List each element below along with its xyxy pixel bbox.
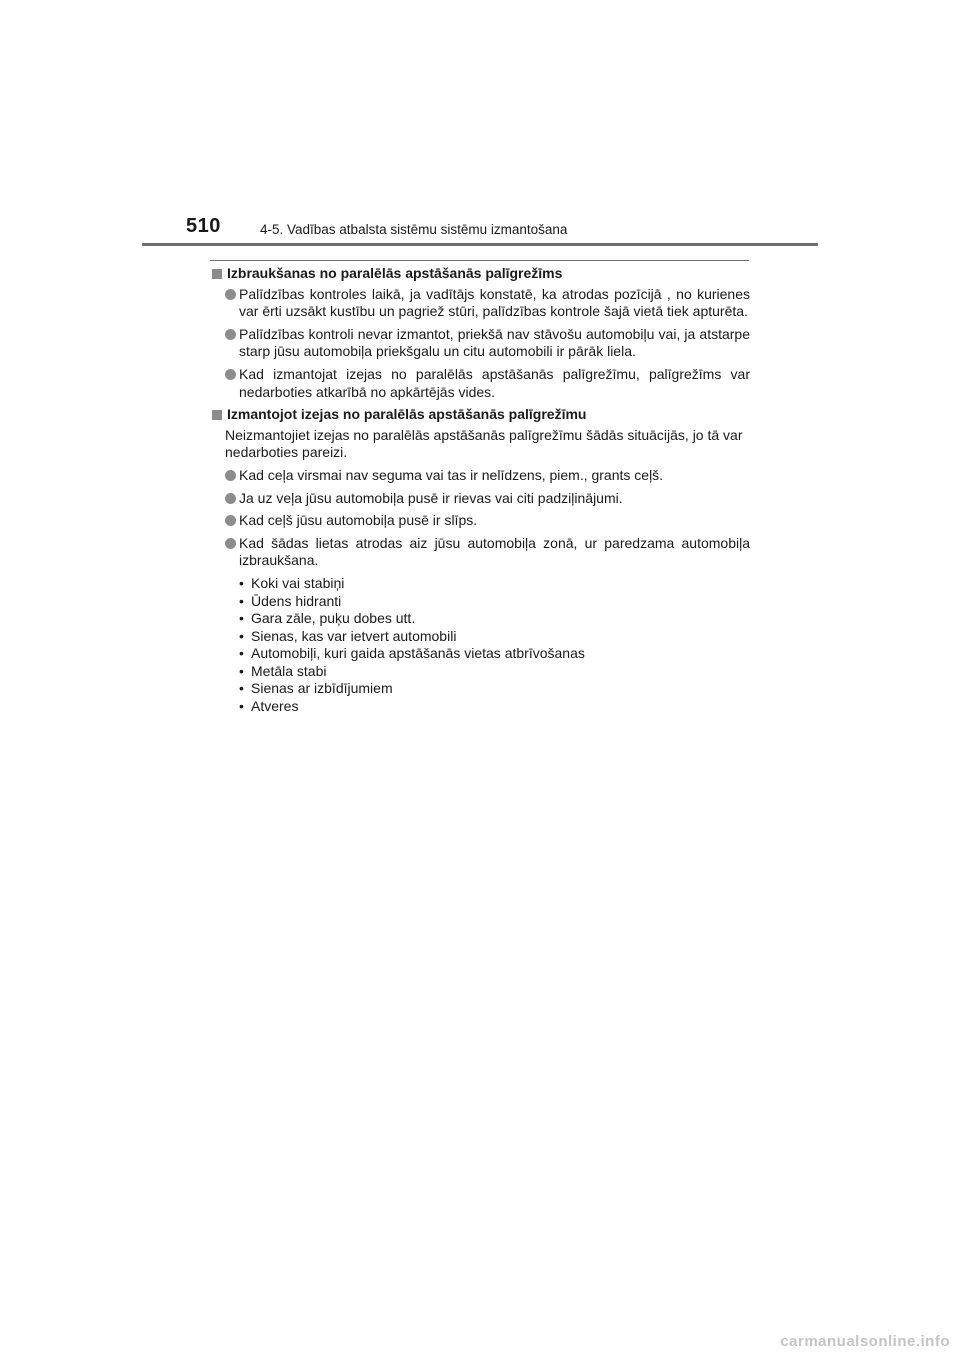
- list-marker: •: [239, 627, 244, 644]
- page-content: [210, 265, 750, 716]
- list-item-text: Gara zāle, puķu dobes utt.: [251, 610, 416, 627]
- list-item-text: Sienas, kas var ietvert automobili: [251, 627, 457, 644]
- section-divider: [210, 260, 749, 261]
- bullet-item: [225, 326, 750, 361]
- list-item: [239, 593, 750, 611]
- bullet-item: [225, 512, 750, 530]
- chapter-title: 4-5. Vadības atbalsta sistēmu sistēmu izmantošana: [260, 222, 568, 237]
- circle-bullet-icon: [225, 470, 236, 481]
- list-item: [239, 575, 750, 593]
- list-item: [239, 698, 750, 716]
- watermark: carmanualsonline.info: [780, 1333, 950, 1350]
- list-item: [239, 628, 750, 646]
- list-marker: •: [239, 610, 244, 627]
- list-item-text: Metāla stabi: [251, 662, 327, 679]
- list-item: [239, 645, 750, 663]
- section-heading-text: Izbraukšanas no paralēlās apstāšanās palīgrežīms: [227, 265, 563, 281]
- list-marker: •: [239, 698, 244, 715]
- list-marker: •: [239, 574, 244, 591]
- section-heading-text: Izmantojot izejas no paralēlās apstāšanās palīgrežīmu: [227, 406, 587, 423]
- list-item-text: Koki vai stabiņi: [251, 574, 345, 591]
- bullet-item: [225, 535, 750, 570]
- circle-bullet-icon: [225, 369, 236, 380]
- list-item: [239, 610, 750, 628]
- bullet-item: [225, 286, 750, 321]
- list-item-text: Atveres: [251, 698, 299, 715]
- bullet-item: [225, 366, 750, 401]
- list-item: [239, 680, 750, 698]
- bullet-text: Ja uz veļa jūsu automobiļa pusē ir rievas vai citi padziļinājumi.: [239, 489, 623, 506]
- header-divider: [142, 243, 818, 246]
- circle-bullet-icon: [225, 515, 236, 526]
- list-item-text: Ūdens hidranti: [251, 592, 342, 609]
- bullet-text: Palīdzības kontroli nevar izmantot, priekšā nav stāvošu automobiļu vai, ja atstarpe starp jūsu automobiļa priekšgalu un citu automobili ir pārāk liela.: [239, 325, 750, 360]
- bullet-text: Kad izmantojat izejas no paralēlās apstāšanās palīgrežīmu, palīgrežīms var nedarboties atkarībā no apkārtējās vides.: [239, 365, 750, 400]
- bullet-text: Kad ceļa virsmai nav seguma vai tas ir nelīdzens, piem., grants ceļš.: [239, 466, 664, 483]
- obstacle-list: [239, 575, 750, 716]
- bullet-text: Kad ceļš jūsu automobiļa pusē ir slīps.: [239, 512, 478, 529]
- circle-bullet-icon: [225, 493, 236, 504]
- list-item: [239, 663, 750, 681]
- bullet-item: [225, 490, 750, 508]
- square-bullet-icon: [212, 410, 222, 420]
- section-heading: [210, 406, 750, 424]
- list-marker: •: [239, 662, 244, 679]
- list-item-text: Sienas ar izbīdījumiem: [251, 680, 393, 697]
- page-number: 510: [186, 215, 221, 237]
- square-bullet-icon: [212, 269, 222, 279]
- section-intro: Neizmantojiet izejas no paralēlās apstāšanās palīgrežīmu šādās situācijās, jo tā var nedarboties pareizi.: [225, 426, 743, 461]
- circle-bullet-icon: [225, 289, 236, 300]
- list-item-text: Automobiļi, kuri gaida apstāšanās vietas atbrīvošanas: [251, 645, 585, 662]
- list-marker: •: [239, 645, 244, 662]
- list-marker: •: [239, 680, 244, 697]
- section-heading: [210, 265, 750, 283]
- bullet-text: Palīdzības kontroles laikā, ja vadītājs konstatē, ka atrodas pozīcijā , no kurienes var ērti uzsākt kustību un pagriež stūri, palīdzības kontrole šajā vietā tiek apturēta.: [239, 285, 750, 320]
- bullet-item: [225, 467, 750, 485]
- list-marker: •: [239, 592, 244, 609]
- circle-bullet-icon: [225, 329, 236, 340]
- circle-bullet-icon: [225, 538, 236, 549]
- bullet-text: Kad šādas lietas atrodas aiz jūsu automobiļa zonā, ur paredzama automobiļa izbraukšana.: [239, 534, 750, 569]
